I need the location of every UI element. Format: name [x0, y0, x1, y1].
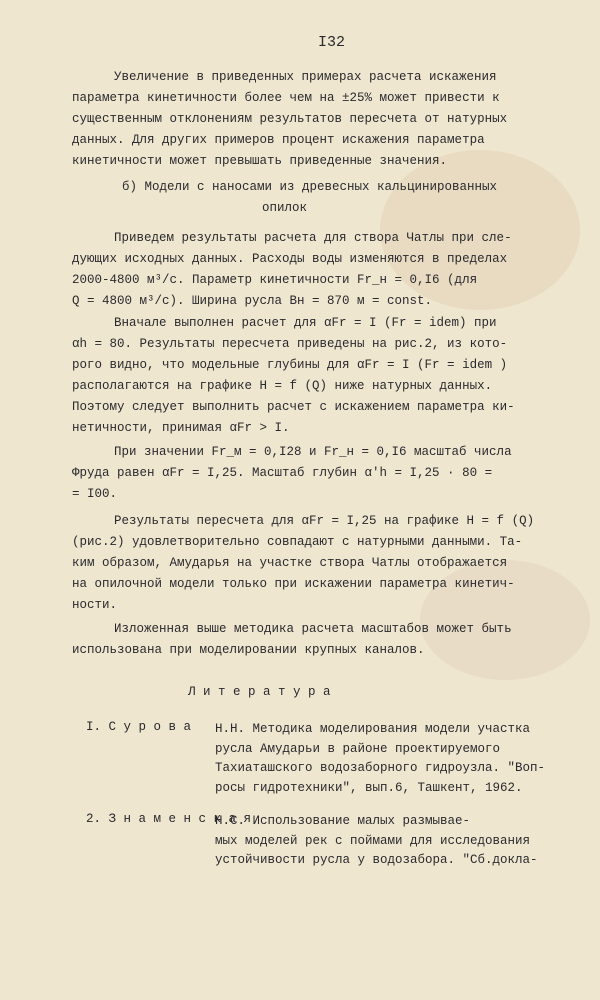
- text-line: Увеличение в приведенных примерах расчета искажения: [114, 70, 497, 84]
- text-line: росы гидротехники", вып.6, Ташкент, 1962.: [215, 780, 523, 795]
- text-line: данных. Для других примеров процент искажения параметра: [72, 133, 485, 147]
- text-line: кинетичности может превышать приведенные значения.: [72, 154, 448, 168]
- paragraph-2: [72, 228, 572, 312]
- text-line: Н.С. Использование малых размывае-: [215, 814, 471, 828]
- paragraph-1: [72, 67, 572, 172]
- text-line: на опилочной модели только при искажении параметра кинетич-: [72, 577, 515, 591]
- text-line: параметра кинетичности более чем на ±25% может привести к: [72, 91, 500, 105]
- text-line: Вначале выполнен расчет для αFr = I (Fr = idem) при: [114, 316, 497, 330]
- text-line: При значении Fr_м = 0,I28 и Fr_н = 0,I6 масштаб числа: [114, 445, 512, 459]
- text-line: русла Амударьи в районе проектируемого: [215, 741, 501, 756]
- text-line: дующих исходных данных. Расходы воды изменяются в пределах: [72, 252, 508, 266]
- paragraph-5: [72, 511, 572, 616]
- paragraph-6: [72, 619, 572, 661]
- text-line: Поэтому следует выполнить расчет с искажением параметра ки-: [72, 400, 515, 414]
- text-line: ким образом, Амударья на участке створа Чатлы отображается: [72, 556, 508, 570]
- text-line: ности.: [72, 598, 118, 612]
- text-line: Тахиаташского водозаборного гидроузла. "Воп-: [215, 761, 546, 775]
- text-line: использована при моделировании крупных каналов.: [72, 643, 425, 657]
- paragraph-4: [72, 442, 572, 505]
- text-line: αh = 80. Результаты пересчета приведены на рис.2, из кото-: [72, 337, 508, 351]
- text-line: рого видно, что модельные глубины для αFr = I (Fr = idem ): [72, 358, 508, 372]
- text-line: располагаются на графике H = f (Q) ниже натурных данных.: [72, 379, 493, 393]
- text-line: существенным отклонениям результатов пересчета от натурных: [72, 112, 508, 126]
- reference-author: I. С у р о в а: [86, 720, 192, 734]
- text-line: = I00.: [72, 487, 118, 501]
- text-line: мых моделей рек с поймами для исследования: [215, 833, 531, 848]
- text-line: Результаты пересчета для αFr = I,25 на графике H = f (Q): [114, 514, 535, 528]
- subheading-line-2: опилок: [262, 201, 308, 215]
- paragraph-3: [72, 313, 572, 439]
- reference-author: 2. З н а м е н с к а я: [86, 812, 252, 826]
- text-line: Изложенная выше методика расчета масштабов может быть: [114, 622, 512, 636]
- text-line: 2000-4800 м³/с. Параметр кинетичности Fr_н = 0,I6 (для: [72, 273, 478, 287]
- page-number: I32: [318, 34, 346, 51]
- text-line: Фруда равен αFr = I,25. Масштаб глубин α'h = I,25 · 80 =: [72, 466, 493, 480]
- reference-entry: [215, 720, 585, 798]
- text-line: Приведем результаты расчета для створа Чатлы при сле-: [114, 231, 512, 245]
- text-line: нетичности, принимая αFr > I.: [72, 421, 290, 435]
- subheading-line-1: б) Модели с наносами из древесных кальцинированных: [122, 180, 498, 194]
- text-line: Q = 4800 м³/с). Ширина русла Вн = 870 м = const.: [72, 294, 433, 308]
- reference-entry: [215, 812, 585, 871]
- literature-heading: Л и т е р а т у р а: [188, 685, 331, 699]
- text-line: (рис.2) удовлетворительно совпадают с натурными данными. Та-: [72, 535, 523, 549]
- text-line: Н.Н. Методика моделирования модели участка: [215, 722, 531, 736]
- text-line: устойчивости русла у водозабора. "Сб.докла-: [215, 853, 538, 867]
